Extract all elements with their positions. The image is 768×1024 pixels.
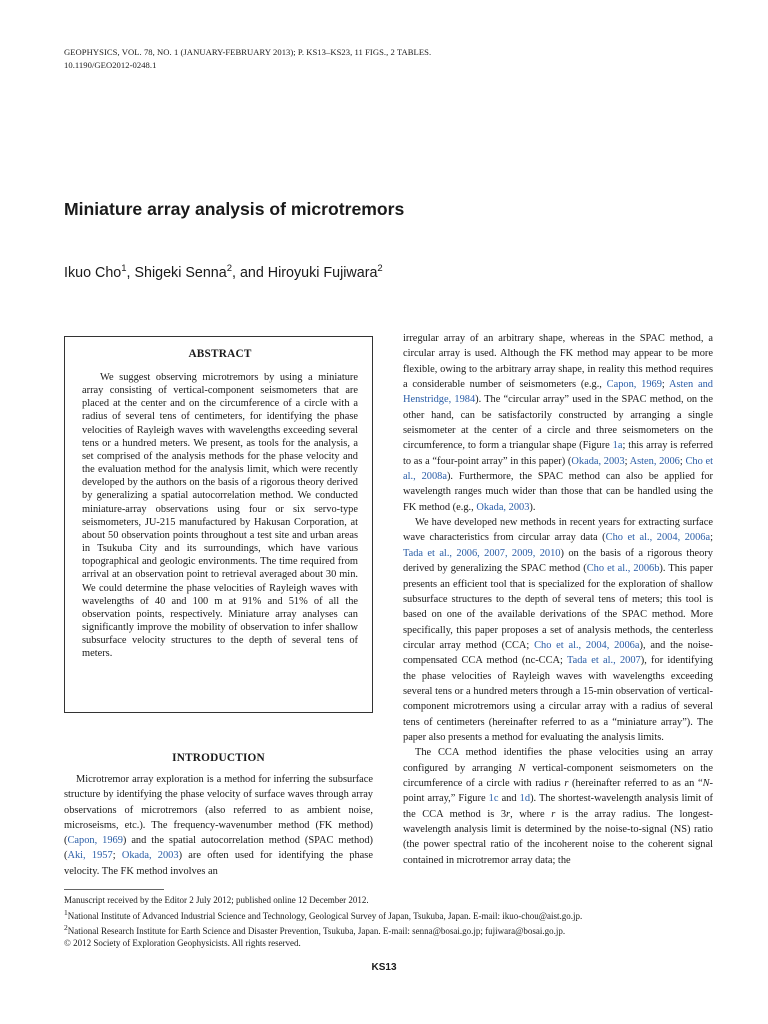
citation-link[interactable]: Aki, 1957 [67, 850, 113, 862]
body-paragraph: irregular array of an arbitrary shape, whereas in the SPAC method, a circular array is used. Although the FK method may appear to be more flexible, owing to the arbitrary array shape, in reality this method requires a considerable number of seismometers (e.g., Capon, 1969; Asten and Henstridge, 1984). The “circular array” used in the SPAC method, on the other hand, can be satisfactorily constructed by arranging a single seismometer at the center of a circle and three seismometers on the circumference, to form a triangular shape (Figure 1a; this array is referred to as a “four-point array” in this paper) (Okada, 2003; Asten, 2006; Cho et al., 2008a). Furthermore, the SPAC method can also be applied for wavelength ranges much wider than those that can be handled using the FK method (e.g., Okada, 2003). [403, 333, 713, 513]
citation-link[interactable]: Capon, 1969 [67, 835, 123, 847]
citation-link[interactable]: Tada et al., 2006, 2007, 2009, 2010 [403, 547, 561, 559]
manuscript-note: Manuscript received by the Editor 2 July 2012; published online 12 December 2012. [64, 895, 369, 905]
figure-link[interactable]: 1c [488, 793, 499, 805]
citation-link[interactable]: Cho et al., 2004, 2006a [605, 532, 711, 544]
abstract-box [64, 336, 373, 713]
citation-link[interactable]: Cho et al., 2006b [586, 563, 660, 575]
citation-link[interactable]: Okada, 2003 [476, 501, 530, 513]
affiliation-1: $^1$National Institute of Advanced Industrial Science and Technology, Geological Survey of Japan, Tsukuba, Japan. E-mail: ikuo-chou@aist.go.jp. [64, 907, 583, 921]
citation-link[interactable]: Cho et al., 2004, 2006a [534, 639, 640, 651]
citation-link[interactable]: Tada et al., 2007 [566, 655, 641, 667]
figure-link[interactable]: 1d [519, 793, 531, 805]
citation-link[interactable]: Okada, 2003 [121, 850, 179, 862]
citation-link[interactable]: Asten, 2006 [629, 455, 680, 467]
body-paragraph: The CCA method identifies the phase velocities using an array configured by arranging N vertical-component seismometers on the circumference of a circle with radius r (hereinafter referred to as an “N-point array,” Figure 1c and 1d). The shortest-wavelength analysis limit of the CCA method is 3r, where r is the array radius. The longest-wavelength analysis limit is determined by the noise-to-signal (NS) ratio (the power spectral ratio of the incoherent noise to the coherent signal contained in microtremor array data; the [403, 747, 714, 866]
abstract-heading: ABSTRACT [188, 348, 252, 360]
affiliation-2: $^2$National Research Institute for Earth Science and Disaster Prevention, Tsukuba, Japan. E-mail: senna@bosai.go.jp; fujiwara@bosai.go.jp. [64, 923, 566, 936]
right-column [403, 331, 713, 868]
journal-header [64, 46, 431, 71]
footnotes [64, 895, 724, 949]
citation-link[interactable]: Okada, 2003 [571, 455, 625, 467]
author-name: Shigeki Senna [134, 264, 227, 281]
author-name: Hiroyuki Fujiwara [267, 264, 378, 281]
author-list: Ikuo Cho$^1$, Shigeki Senna$^2$, and Hiroyuki Fujiwara$^2$ [64, 263, 383, 281]
abstract-text: We suggest observing microtremors by using a miniature array consisting of vertical-component seismometers that are placed at the center and on the circumference of a circle with a radius of several tens of centimeters, for identifying the phase velocities of Rayleigh waves with wavelengths exceeding several tens or a hundred meters. We present, as tools for the analysis, a set comprised of the analysis methods for the phase velocity and the evaluation method for the analysis limit, which were recently developed by the authors on the basis of a rigorous theory derived by generalizing a spatial autocorrelation method. We conducted miniature-array observations using four or six servo-type seismometers, JU-215 manufactured by Hakusan Corporation, at about 50 observation points throughout a test site and urban areas in Tsukuba City and its surroundings, which have various topographical and geologic environments. The time required from arrival at an observation point to retrieval averaged about 30 min. We could determine the phase velocities of Rayleigh waves with wavelengths of 40 and 100 m at 91% and 51% of all the observation points, respectively. Miniature array analyses can significantly improve the mobility of observation to infer shallow subsurface velocity structures to the depth of several tens of meters. [82, 372, 358, 660]
body-paragraph: We have developed new methods in recent years for extracting surface wave characteristics from circular array data (Cho et al., 2004, 2006a; Tada et al., 2006, 2007, 2009, 2010) on the basis of a rigorous theory derived by generalizing the SPAC method (Cho et al., 2006b). This paper presents an efficient tool that is specialized for the exploration of shallow subsurface structures to the depth of several tens of meters; this tool is based on one of the available derivations of the SPAC method. More specifically, this paper proposes a set of analysis methods, the centerless circular array method (CCA; Cho et al., 2004, 2006a), and the noise-compensated CCA method (nc-CCA; Tada et al., 2007), for identifying the phase velocities of Rayleigh waves with wavelengths exceeding several tens or a hundred meters through a 15-min observation of vertical-component microtremors using a circular array with a radius of several tens of centimeters (hereinafter referred to as a “miniature array”). The paper also presents a method for evaluating the analysis limits. [403, 517, 713, 743]
citation-link[interactable]: Asten and Henstridge, 1984 [403, 379, 713, 406]
affiliation-marker: 2 [226, 263, 232, 274]
paper-title: Miniature array analysis of microtremors [64, 199, 405, 219]
introduction-heading: INTRODUCTION [172, 752, 265, 764]
footnote-divider [64, 889, 164, 890]
page-number: KS13 [371, 962, 397, 973]
journal-citation: GEOPHYSICS, VOL. 78, NO. 1 (JANUARY-FEBRUARY 2013); P. KS13–KS23, 11 FIGS., 2 TABLES. [64, 47, 432, 57]
affiliation-marker: 1 [121, 263, 127, 274]
introduction-paragraph: Microtremor array exploration is a method for inferring the subsurface structure by identifying the phase velocity of surface waves through array observations of microtremors (also referred to as ambient noise, microseisms, etc.). The frequency-wavenumber method (FK method) (Capon, 1969) and the spatial autocorrelation method (SPAC method) (Aki, 1957; Okada, 2003) are often used for identifying the phase velocity. The FK method involves an [64, 774, 373, 877]
citation-link[interactable]: Capon, 1969 [606, 379, 662, 391]
citation-link[interactable]: Cho et al., 2008a [403, 455, 713, 483]
doi: 10.1190/GEO2012-0248.1 [64, 59, 157, 70]
figure-link[interactable]: 1a [612, 440, 623, 452]
copyright-notice: © 2012 Society of Exploration Geophysicists. All rights reserved. [64, 937, 301, 948]
author-name: Ikuo Cho [64, 264, 122, 281]
affiliation-marker: 2 [377, 263, 383, 274]
